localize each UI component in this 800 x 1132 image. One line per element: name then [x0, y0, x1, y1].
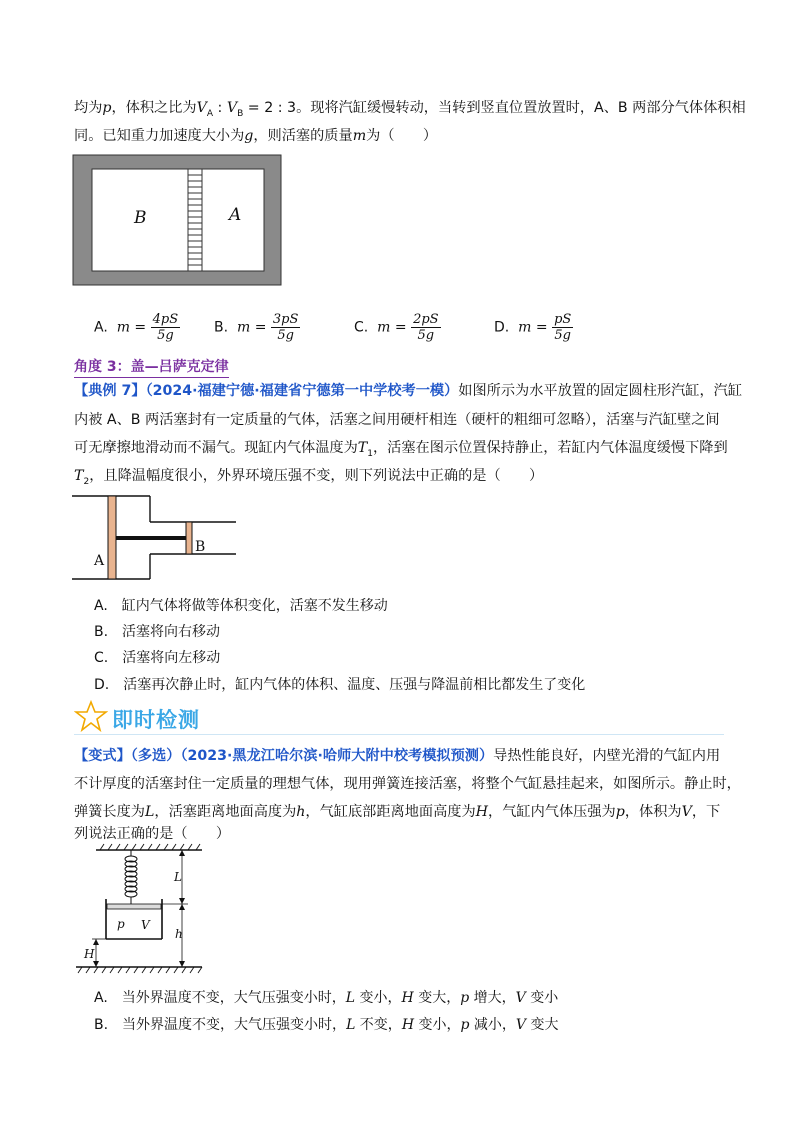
- piston: [188, 169, 202, 271]
- option-b[interactable]: B. m = $\frac{3pS}{5g}$: [214, 312, 299, 343]
- piston-plate: [107, 904, 161, 909]
- piston-label-b: B: [195, 539, 206, 555]
- example7-line-1: 【典例 7】（2024·福建宁德·福建省宁德第一中学校考一模）如图所示为水平放置的固定圆柱形汽缸，汽缸: [74, 383, 743, 399]
- option-d[interactable]: D. m = $\frac{pS}{5g}$: [494, 312, 572, 343]
- piston-a: [108, 496, 116, 579]
- variant-option-b[interactable]: B. 当外界温度不变，大气压强变小时，L 不变，H 变小，p 减小，V 变大: [94, 1017, 559, 1033]
- star-outline-icon: [74, 700, 108, 732]
- hanging-cylinder-figure: [72, 842, 212, 976]
- ground-hatch: [78, 967, 202, 973]
- variant-line-4: 列说法正确的是（ ）: [74, 826, 231, 842]
- variant-option-a[interactable]: A. 当外界温度不变，大气压强变小时，L 变小，H 变大，p 增大，V 变小: [94, 990, 559, 1006]
- variant-line-2: 不计厚度的活塞封住一定质量的理想气体，现用弹簧连接活塞，将整个气缸悬挂起来，如图所示。静止时，: [74, 776, 741, 792]
- dim-label-L: L: [174, 870, 182, 884]
- example7-line-2: 内被 A、B 两活塞封有一定质量的气体，活塞之间用硬杆相连（硬杆的粗细可忽略），活塞与汽缸壁之间: [74, 412, 720, 428]
- dim-label-h: h: [175, 927, 183, 941]
- rigid-rod: [116, 536, 186, 540]
- option-a[interactable]: A. m = $\frac{4pS}{5g}$: [94, 312, 179, 343]
- hanging-cylinder: [106, 899, 162, 939]
- gas-label-v: V: [141, 918, 150, 932]
- option-c[interactable]: C. m = $\frac{2pS}{5g}$: [354, 312, 439, 343]
- variant-line-1: 【变式】（多选）（2023·黑龙江哈尔滨·哈师大附中校考模拟预测）导热性能良好，内壁光滑的气缸内用: [74, 748, 721, 764]
- section-heading-angle-3: 角度 3：盖—吕萨克定律: [74, 356, 229, 378]
- gas-label-b: B: [134, 208, 147, 228]
- q-top-line-2: 同。已知重力加速度大小为g，则活塞的质量m为（ ）: [74, 128, 438, 144]
- ceiling-hatch: [100, 844, 200, 850]
- example7-option-b[interactable]: B. 活塞将向右移动: [94, 624, 221, 640]
- cylinder-figure-horizontal: [72, 154, 284, 288]
- stepped-cylinder-figure: [72, 494, 242, 584]
- check-heading: 即时检测: [112, 708, 200, 732]
- example7-line-4: $T_2$，且降温幅度很小，外界环境压强不变，则下列说法中正确的是（ ）: [74, 468, 544, 487]
- variant-line-3: 弹簧长度为L，活塞距离地面高度为h，气缸底部距离地面高度为H，气缸内气体压强为p，体积为V，下: [74, 804, 721, 820]
- example7-option-a[interactable]: A. 缸内气体将做等体积变化，活塞不发生移动: [94, 598, 388, 614]
- gas-label-p: p: [117, 917, 125, 931]
- check-divider: [74, 734, 724, 735]
- gas-label-a: A: [229, 205, 242, 225]
- example7-line-3: 可无摩擦地滑动而不漏气。现缸内气体温度为$T_1$，活塞在图示位置保持静止，若缸内气体温度缓慢下降到: [74, 440, 728, 459]
- example7-option-c[interactable]: C. 活塞将向左移动: [94, 650, 221, 666]
- dim-label-H: H: [84, 947, 95, 961]
- q-top-line-1: 均为p，体积之比为$V_A$ : $V_B = 2$ : 3。现将汽缸缓慢转动，当转到竖直位置放置时，A、B 两部分气体体积相: [74, 100, 746, 119]
- example7-option-d[interactable]: D. 活塞再次静止时，缸内气体的体积、温度、压强与降温前相比都发生了变化: [94, 677, 586, 693]
- spring: [125, 850, 137, 904]
- piston-label-a: A: [94, 553, 105, 569]
- piston-b: [186, 522, 192, 554]
